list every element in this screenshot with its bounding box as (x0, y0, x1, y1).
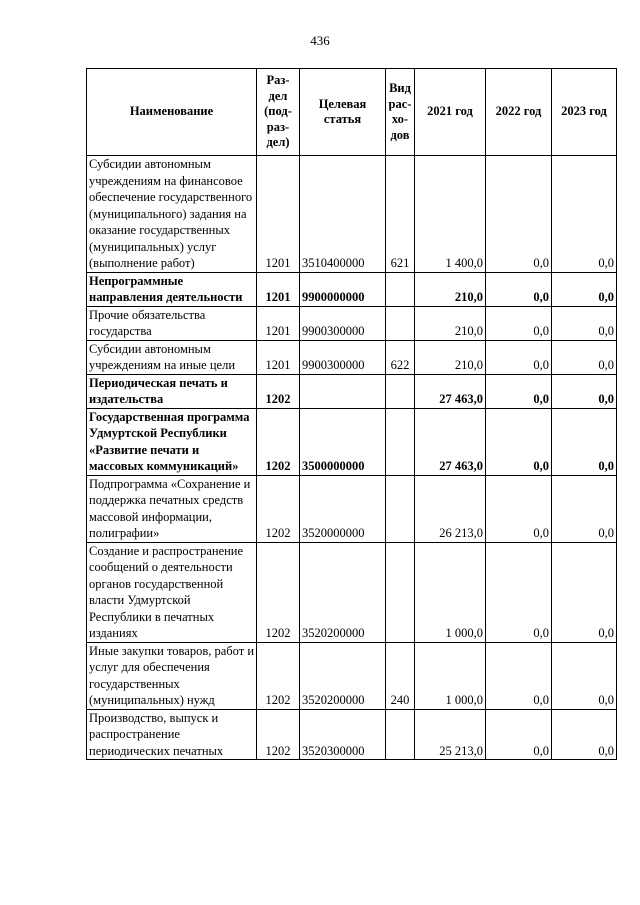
cell-name: Субсидии автономным учреждениям на финансовое обеспечение государственного (муниципального) задания на оказание государственных (муниципальных) услуг (выполнение работ) (87, 156, 257, 273)
cell-name: Иные закупки товаров, работ и услуг для обеспечения государственных (муниципальных) нужд (87, 642, 257, 709)
cell-expense-type (386, 408, 415, 475)
header-expense-type-text: Вид рас- хо- дов (388, 81, 412, 142)
cell-2023: 0,0 (552, 340, 617, 374)
cell-2022: 0,0 (486, 156, 552, 273)
table-row (87, 306, 617, 340)
cell-2022: 0,0 (486, 340, 552, 374)
cell-expense-type (386, 374, 415, 408)
cell-article: 9900300000 (300, 340, 386, 374)
cell-article (300, 374, 386, 408)
cell-section: 1201 (257, 306, 300, 340)
cell-name: Периодическая печать и издательства (87, 374, 257, 408)
cell-expense-type (386, 475, 415, 542)
cell-article: 3510400000 (300, 156, 386, 273)
budget-table (86, 68, 617, 760)
header-section-text: Раз- дел (под- раз- дел) (264, 73, 292, 150)
cell-section: 1202 (257, 542, 300, 642)
table-header-row (87, 69, 617, 156)
cell-2021: 1 400,0 (415, 156, 486, 273)
cell-2023: 0,0 (552, 272, 617, 306)
cell-section: 1201 (257, 156, 300, 273)
cell-section: 1202 (257, 408, 300, 475)
cell-2021: 25 213,0 (415, 709, 486, 760)
cell-expense-type (386, 709, 415, 760)
cell-2021: 27 463,0 (415, 408, 486, 475)
cell-article: 3520200000 (300, 642, 386, 709)
cell-2022: 0,0 (486, 408, 552, 475)
cell-article: 9900300000 (300, 306, 386, 340)
cell-expense-type: 622 (386, 340, 415, 374)
cell-section: 1202 (257, 374, 300, 408)
cell-name: Прочие обязательства государства (87, 306, 257, 340)
cell-article: 3500000000 (300, 408, 386, 475)
header-2023: 2023 год (552, 69, 617, 156)
cell-section: 1202 (257, 475, 300, 542)
cell-2022: 0,0 (486, 272, 552, 306)
cell-2022: 0,0 (486, 475, 552, 542)
cell-2022: 0,0 (486, 374, 552, 408)
header-article (300, 69, 386, 156)
cell-expense-type: 621 (386, 156, 415, 273)
cell-name: Подпрограмма «Сохранение и поддержка печатных средств массовой информации, полиграфии» (87, 475, 257, 542)
cell-2023: 0,0 (552, 156, 617, 273)
cell-expense-type (386, 542, 415, 642)
cell-section: 1202 (257, 642, 300, 709)
table-row (87, 272, 617, 306)
header-name: Наименование (87, 69, 257, 156)
cell-2021: 1 000,0 (415, 642, 486, 709)
cell-name: Непрограммные направления деятельности (87, 272, 257, 306)
header-expense-type (386, 69, 415, 156)
cell-section: 1201 (257, 272, 300, 306)
cell-2021: 26 213,0 (415, 475, 486, 542)
cell-2022: 0,0 (486, 642, 552, 709)
page-number: 436 (310, 33, 330, 48)
table-row (87, 542, 617, 642)
cell-2022: 0,0 (486, 542, 552, 642)
cell-expense-type (386, 306, 415, 340)
cell-2023: 0,0 (552, 408, 617, 475)
cell-2023: 0,0 (552, 642, 617, 709)
table-row (87, 709, 617, 760)
cell-2021: 210,0 (415, 340, 486, 374)
table-row (87, 340, 617, 374)
cell-expense-type (386, 272, 415, 306)
cell-article: 3520300000 (300, 709, 386, 760)
header-2022: 2022 год (486, 69, 552, 156)
cell-2023: 0,0 (552, 306, 617, 340)
table-row (87, 642, 617, 709)
header-2021: 2021 год (415, 69, 486, 156)
table-row (87, 408, 617, 475)
cell-2021: 1 000,0 (415, 542, 486, 642)
cell-article: 9900000000 (300, 272, 386, 306)
cell-article: 3520000000 (300, 475, 386, 542)
cell-2022: 0,0 (486, 306, 552, 340)
cell-2021: 27 463,0 (415, 374, 486, 408)
cell-name: Создание и распространение сообщений о деятельности органов государственной власти Удмуртской Республики в печатных изданиях (87, 542, 257, 642)
cell-article: 3520200000 (300, 542, 386, 642)
cell-2023: 0,0 (552, 542, 617, 642)
cell-section: 1202 (257, 709, 300, 760)
header-article-text: Целевая статья (318, 96, 367, 126)
cell-2023: 0,0 (552, 374, 617, 408)
header-section (257, 69, 300, 156)
cell-name: Субсидии автономным учреждениям на иные цели (87, 340, 257, 374)
cell-2021: 210,0 (415, 272, 486, 306)
cell-2023: 0,0 (552, 475, 617, 542)
table-row (87, 156, 617, 273)
table-row (87, 374, 617, 408)
cell-name: Производство, выпуск и распространение периодических печатных (87, 709, 257, 760)
cell-2021: 210,0 (415, 306, 486, 340)
cell-section: 1201 (257, 340, 300, 374)
cell-2023: 0,0 (552, 709, 617, 760)
cell-2022: 0,0 (486, 709, 552, 760)
cell-name: Государственная программа Удмуртской Республики «Развитие печати и массовых коммуникаций» (87, 408, 257, 475)
cell-expense-type: 240 (386, 642, 415, 709)
table-row (87, 475, 617, 542)
